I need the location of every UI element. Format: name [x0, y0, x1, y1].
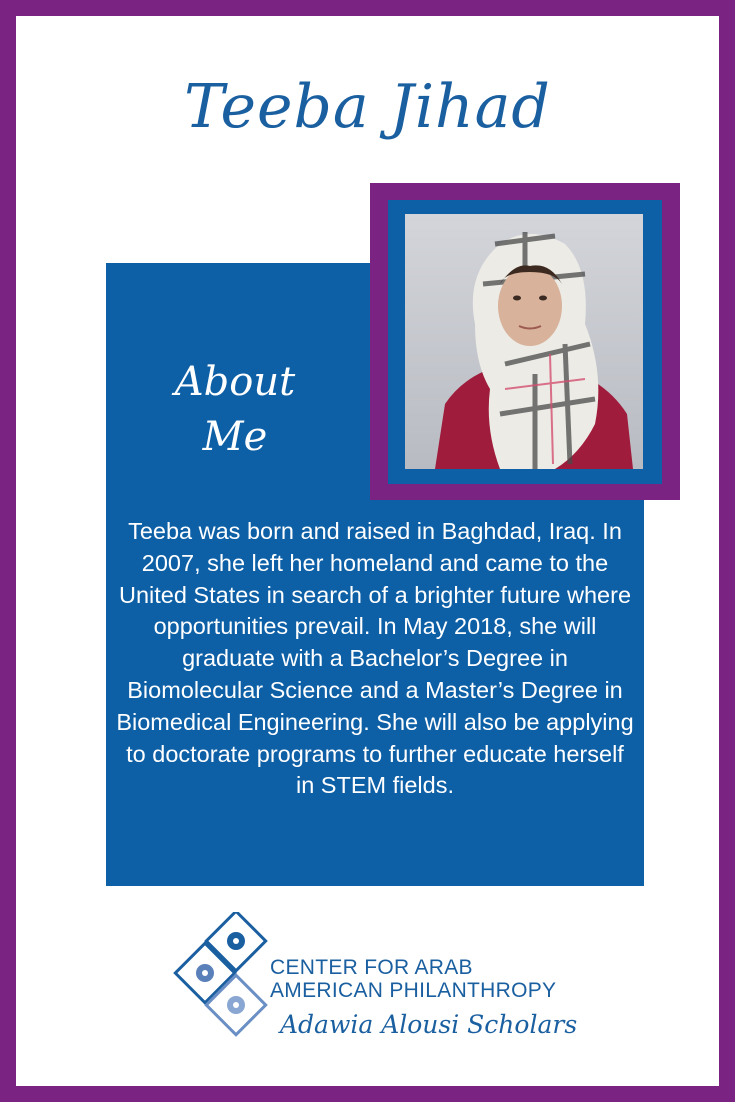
portrait-photo [405, 214, 643, 469]
about-line-1: About [174, 359, 296, 405]
bio-text: Teeba was born and raised in Baghdad, Iraq. In 2007, she left her homeland and came to the United States in search of a brighter future where opportunities prevail. In May 2018, she will graduate with a Bachelor’s Degree in Biomolecular Science and a Master’s Degree in Biomedical Engineering. She will also be applying to doctorate programs to further educate herself in STEM fields. [116, 518, 634, 799]
about-line-2: Me [202, 414, 268, 460]
scholars-program: Adawia Alousi Scholars [280, 1010, 578, 1039]
portrait-illustration [405, 214, 643, 469]
org-name-line-1: CENTER FOR ARAB [270, 956, 473, 979]
scholar-name: Teeba Jihad [184, 72, 551, 142]
org-name-line-2: AMERICAN PHILANTHROPY [270, 979, 557, 1002]
about-me-heading [140, 355, 330, 465]
